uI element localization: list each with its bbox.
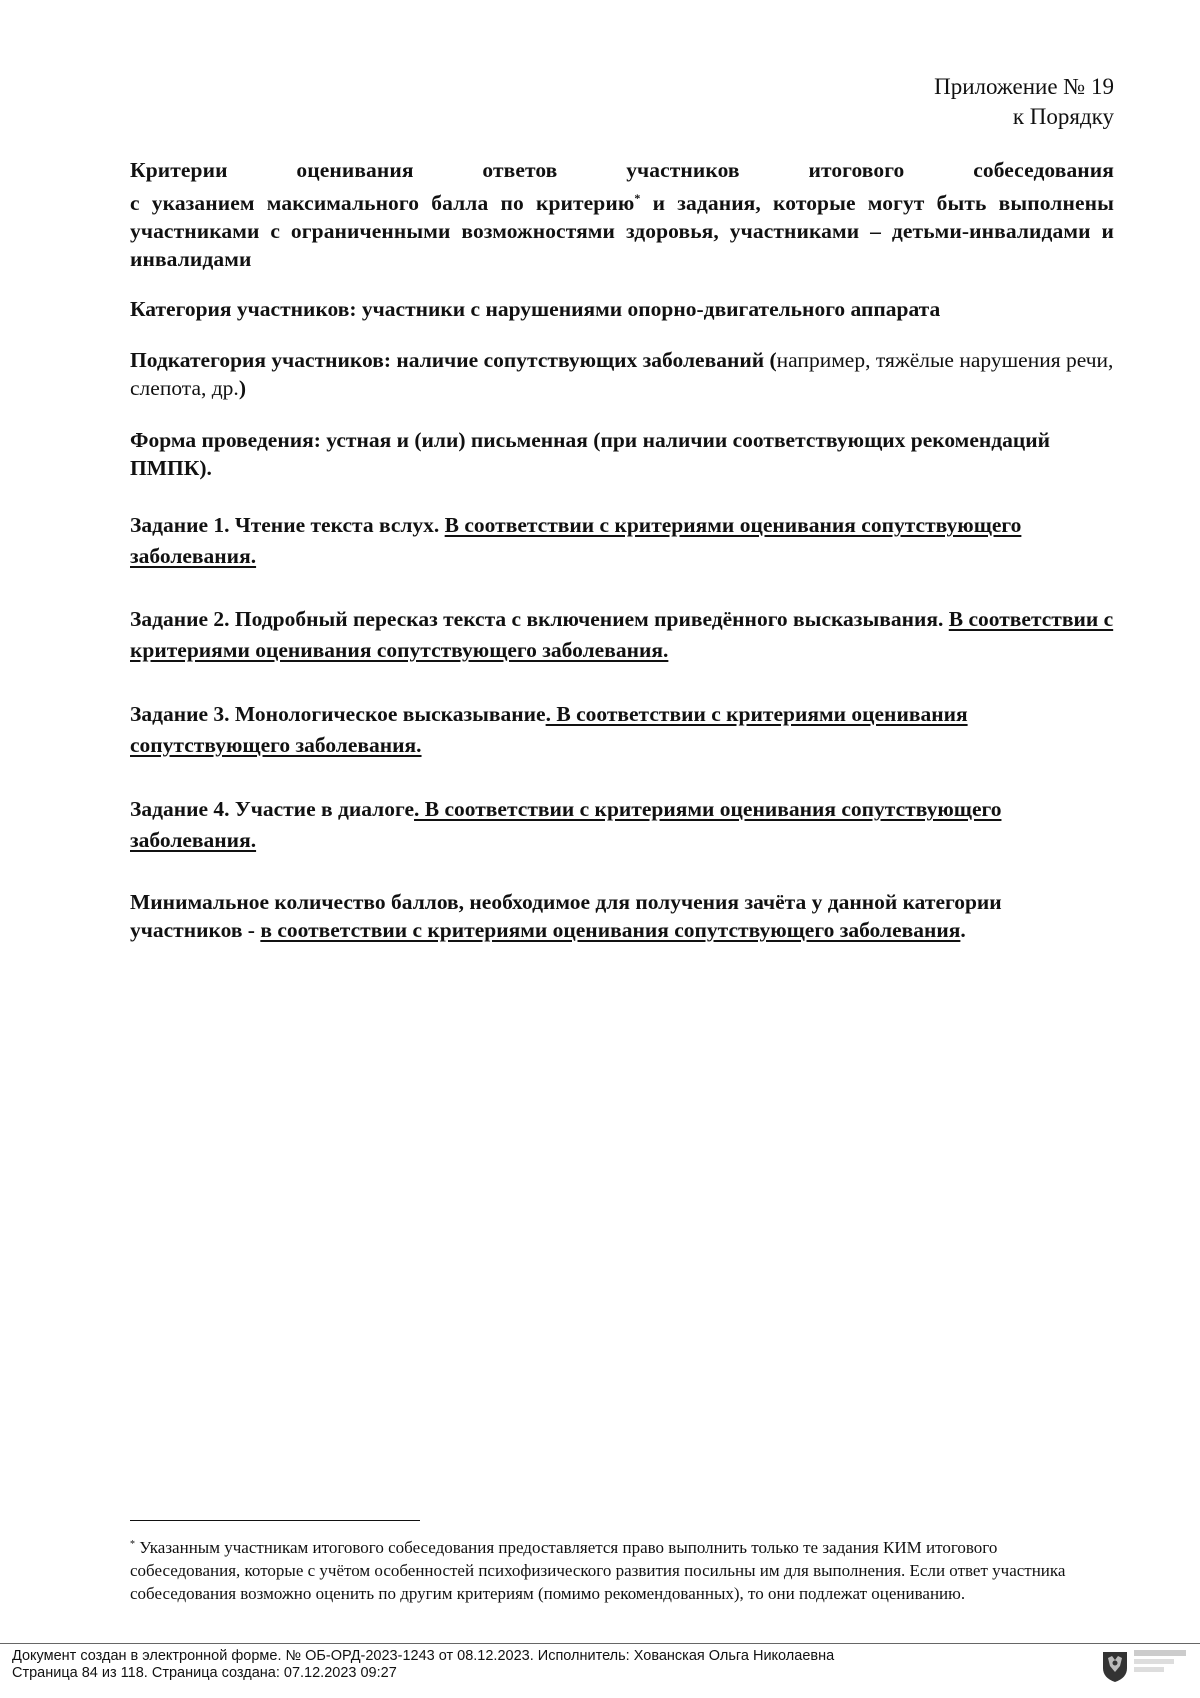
footnote [130, 1533, 1090, 1605]
minimum-score-lead: Минимальное количество баллов, необходимое для получения зачёта у данной категории участников - [130, 890, 1002, 942]
task-4-title: Задание 4. Участие в диалоге [130, 797, 415, 821]
document-body [130, 156, 1114, 942]
appendix-number: Приложение № 19 [934, 74, 1114, 99]
participant-subcategory [130, 346, 1114, 402]
footer-logo-caption [1134, 1650, 1194, 1672]
title-text-continued: и задания, которые могут быть выполнены участниками с ограниченными возможностями здоровья, участниками – детьми-инвалидами и инвалидами [130, 191, 1114, 271]
task-1 [130, 510, 1114, 572]
minimum-score [130, 888, 1114, 944]
document-title [130, 156, 1114, 273]
title-text: с указанием максимального балла по критерию [130, 191, 635, 215]
document-footer [12, 1648, 1092, 1682]
task-2-title: Задание 2. Подробный пересказ текста с включением приведённого высказывания. [130, 607, 949, 631]
appendix-header [934, 72, 1114, 132]
task-2 [130, 604, 1114, 666]
subcategory-close: ) [238, 376, 246, 400]
title-line-1: Критерии оценивания ответов участников итогового собеседования [130, 158, 1114, 182]
task-4 [130, 794, 1114, 856]
task-1-criteria: В соответствии с критериями оценивания сопутствующего заболевания. [130, 513, 1022, 568]
minimum-score-criteria: в соответствии с критериями оценивания сопутствующего заболевания [260, 918, 961, 942]
title-footnote-mark: * [634, 191, 641, 205]
minimum-score-end: . [960, 918, 966, 942]
task-2-criteria: В соответствии с критериями оценивания сопутствующего заболевания. [130, 607, 1114, 662]
footnote-separator [130, 1520, 420, 1521]
task-3-title: Задание 3. Монологическое высказывание [130, 702, 546, 726]
task-1-title: Задание 1. Чтение текста вслух. [130, 513, 445, 537]
footer-page-info: Страница 84 из 118. Страница создана: 07.12.2023 09:27 [12, 1665, 397, 1681]
task-4-criteria: . В соответствии с критериями оценивания сопутствующего заболевания. [130, 797, 1002, 852]
task-3-criteria: . В соответствии с критериями оценивания сопутствующего заболевания. [130, 702, 968, 757]
appendix-reference: к Порядку [1012, 104, 1114, 129]
subcategory-lead: Подкатегория участников: наличие сопутствующих заболеваний ( [130, 348, 777, 372]
conduct-form: Форма проведения: устная и (или) письменная (при наличии соответствующих рекомендаций ПМПК). [130, 428, 1051, 480]
task-3 [130, 699, 1114, 761]
footer-separator [0, 1643, 1200, 1644]
participant-category: Категория участников: участники с нарушениями опорно-двигательного аппарата [130, 297, 941, 321]
footnote-text: Указанным участникам итогового собеседования предоставляется право выполнить только те задания КИМ итогового собеседования, которые с учётом особенностей психофизического развития посильны им для выполнения. Если ответ участника собеседования возможно оценить по другим критериям (помимо рекомендованных), то они подлежат оцениванию. [130, 1538, 1066, 1603]
coat-of-arms-icon [1100, 1648, 1130, 1684]
footnote-mark: * [130, 1539, 135, 1550]
footer-document-info: Документ создан в электронной форме. № ОБ-ОРД-2023-1243 от 08.12.2023. Исполнитель: Хованская Ольга Николаевна [12, 1648, 835, 1664]
subcategory-examples: например, тяжёлые нарушения речи, слепота, др. [130, 348, 1114, 400]
